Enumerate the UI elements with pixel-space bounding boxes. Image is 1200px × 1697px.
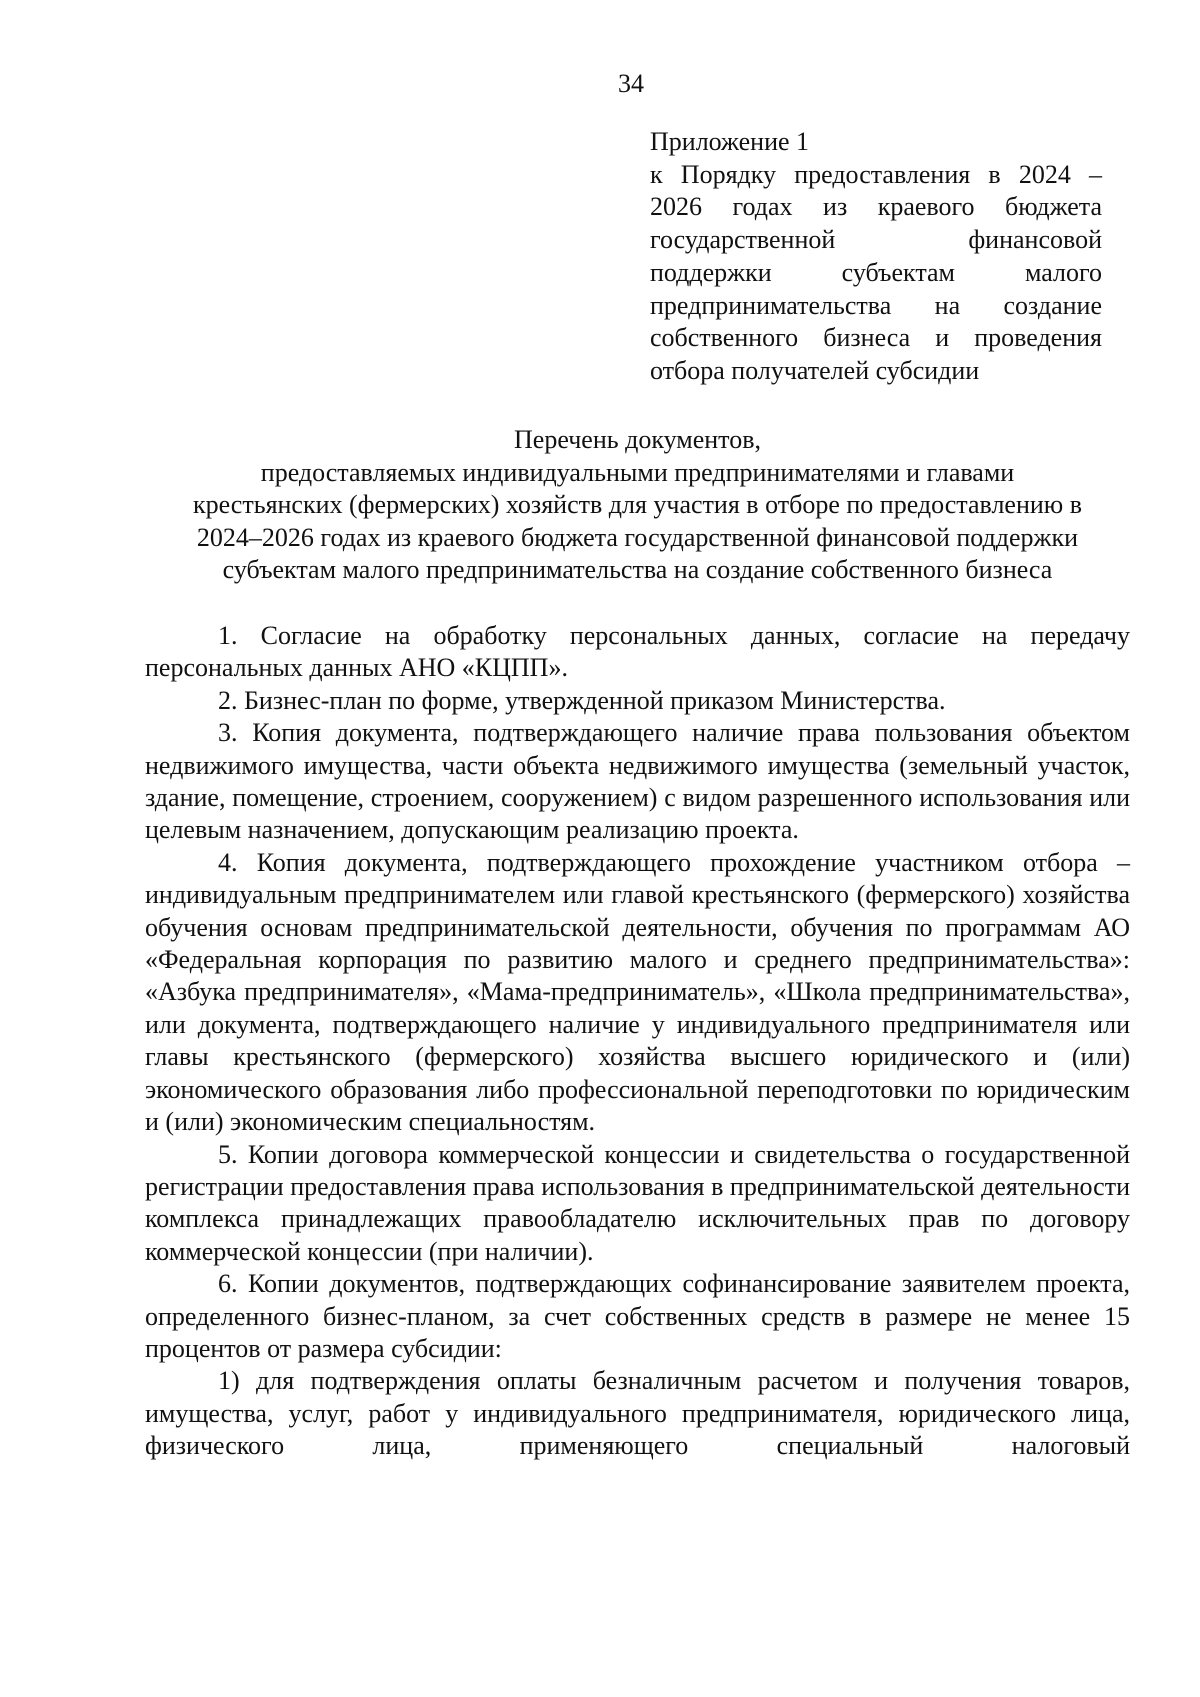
- list-item-1: 1. Согласие на обработку персональных данных, согласие на передачу персональных данных АНО «КЦПП».: [145, 621, 1130, 683]
- page-number: 34: [618, 69, 644, 98]
- list-item-5: 5. Копии договора коммерческой концессии и свидетельства о государственной регистрации предоставления права использования в предпринимательской деятельности комплекса принадлежащих правообладателю исключительных прав по договору коммерческой концессии (при наличии).: [145, 1139, 1130, 1266]
- list-item-3: 3. Копия документа, подтверждающего наличие права пользования объектом недвижимого имущества, части объекта недвижимого имущества (земельный участок, здание, помещение, строением, сооружением) с видом разрешенного использования или целевым назначением, допускающим реализацию проекта.: [145, 718, 1130, 845]
- sub-item-1: 1) для подтверждения оплаты безналичным расчетом и получения товаров, имущества, услуг, работ у индивидуального предпринимателя, юридического лица, физического лица, применяющего специальный налоговый: [145, 1366, 1130, 1461]
- title-line-3: крестьянских (фермерских) хозяйств для участия в отборе по предоставлению в: [192, 490, 1082, 519]
- title-line-5: субъектам малого предпринимательства на создание собственного бизнеса: [222, 555, 1053, 584]
- document-title: [145, 424, 1130, 587]
- list-item-6: 6. Копии документов, подтверждающих софинансирование заявителем проекта, определенного бизнес-планом, за счет собственных средств в размере не менее 15 процентов от размера субсидии:: [145, 1269, 1130, 1363]
- title-line-1: Перечень документов,: [514, 425, 761, 454]
- list-item-2: 2. Бизнес-план по форме, утвержденной приказом Министерства.: [218, 685, 946, 715]
- appendix-label: Приложение 1: [650, 127, 810, 156]
- title-line-2: предоставляемых индивидуальными предпринимателями и главами: [260, 457, 1015, 487]
- list-item-4: 4. Копия документа, подтверждающего прохождение участником отбора – индивидуальным предпринимателем или главой крестьянского (фермерского) хозяйства обучения основам предпринимательской деятельности, обучения по программам АО «Федеральная корпорация по развитию малого и среднего предпринимательства»: «Азбука предпринимателя», «Мама-предприниматель», «Школа предпринимательства», или документа, подтверждающего наличие у индивидуального предпринимателя или главы крестьянского (фермерского) хозяйства высшего юридического и (или) экономического образования либо профессиональной переподготовки по юридическим и (или) экономическим специальностям.: [145, 847, 1130, 1137]
- title-line-4: 2024–2026 годах из краевого бюджета государственной финансовой поддержки: [196, 522, 1079, 552]
- document-body: [145, 620, 1130, 1463]
- appendix-reference: к Порядку предоставления в 2024 – 2026 годах из краевого бюджета государственной финансовой поддержки субъектам малого предпринимательства на создание собственного бизнеса и проведения отбора получателей субсидии: [650, 159, 1102, 385]
- appendix-header: [650, 126, 1102, 388]
